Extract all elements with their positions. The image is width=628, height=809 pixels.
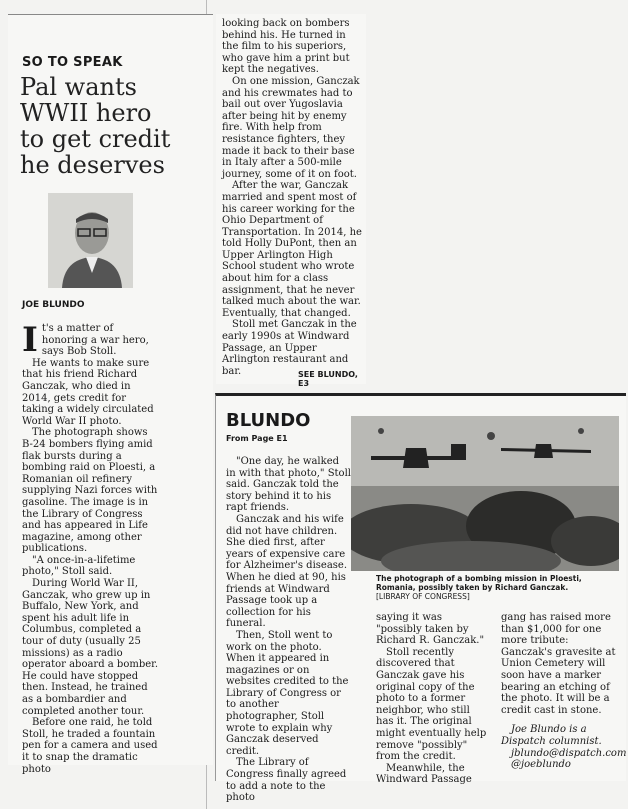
article-body: [501, 612, 627, 771]
byline: JOE BLUNDO: [22, 300, 85, 310]
column-left: [8, 14, 213, 775]
column-middle: [216, 14, 366, 388]
paragraph: Stoll recently discovered that Ganczak gave his original copy of the photo to a former neighbor, who still has it. The original might eventually help remove "possibly" from the credit.: [376, 646, 487, 763]
paragraph: Before one raid, he told Stoll, he traded a fountain pen for a camera and used it to snap the dramatic photo: [22, 717, 158, 775]
article-body: [376, 612, 488, 786]
headline: [20, 74, 213, 178]
caption-text: The photograph of a bombing mission in Ploesti, Romania, possibly taken by Richard Ganczak.: [376, 574, 582, 592]
paragraph: Ganczak and his wife did not have children. She died first, after years of expensive care for Alzheimer's disease. When he died at 90, his friends at Windward Passage took up a collection for his funeral.: [226, 513, 348, 630]
jump-line: SEE BLUNDO, E3: [298, 370, 358, 388]
paragraph: gang has raised more than $1,000 for one more tribute: Ganczak's gravesite at Union Cemetery will soon have a marker bearing an etching of the photo. It will be a credit cast in stone.: [501, 612, 616, 716]
dropcap: I: [22, 320, 38, 360]
kicker: SO TO SPEAK: [22, 55, 123, 70]
caption-credit: [LIBRARY OF CONGRESS]: [376, 592, 470, 601]
paragraph: On one mission, Ganczak and his crewmates had to bail out over Yugoslavia after being hit by enemy fire. With help from resistance fighters, they made it back to their base in Italy after a 500-mile journey, some of it on foot.: [222, 75, 360, 180]
paragraph: He wants to make sure that his friend Richard Ganczak, who died in 2014, gets credit for taking a widely circulated World War II photo.: [22, 357, 154, 427]
paragraph: After the war, Ganczak married and spent most of his career working for the Ohio Department of Transportation. In 2014, he told Holly DuPont, then an Upper Arlington High School student who wrote about him for a class assignment, that he never talked much about the war. Eventually, that changed.: [222, 180, 362, 319]
article-body: [222, 18, 364, 377]
article-body: [226, 456, 351, 804]
paragraph: The photograph shows B-24 bombers flying amid flak bursts during a bombing raid on Ploesti, a Romanian oil refinery supplying Nazi forces with gasoline. The image is in the Library of Congress and has appeared in Life magazine, among other publications.: [22, 427, 158, 555]
paragraph: Then, Stoll went to work on the photo. When it appeared in magazines or on websites credited to the Library of Congress or to another photographer, Stoll wrote to explain why Ganczak deserved credit.: [226, 629, 349, 757]
author-signature: Joe Blundo is a Dispatch columnist.: [501, 724, 602, 747]
author-headshot: [48, 193, 133, 288]
headline-line: Pal wants: [20, 73, 137, 101]
paragraph: "A once-in-a-lifetime photo," Stoll said.: [22, 554, 136, 578]
jump-headline: BLUNDO: [226, 410, 311, 431]
paragraph: looking back on bombers behind his. He turned in the film to his superiors, who gave him a print but kept the negatives.: [222, 18, 350, 76]
headline-line: he deserves: [20, 151, 165, 179]
paragraph: t's a matter of honoring a war hero, says Bob Stoll.: [41, 323, 149, 358]
headline-line: to get credit: [20, 125, 171, 153]
paragraph: "One day, he walked in with that photo," Stoll said. Ganczak told the story behind it to his rapt friends.: [226, 456, 351, 514]
photo-caption: [376, 574, 616, 601]
from-page-label: From Page E1: [226, 434, 288, 443]
author-handle: @joeblundo: [511, 759, 571, 771]
article-body: [22, 320, 160, 775]
paragraph: Stoll met Ganczak in the early 1990s at Windward Passage, an Upper Arlington restaurant and bar.: [222, 319, 357, 377]
paragraph: The Library of Congress finally agreed to add a note to the photo: [226, 757, 347, 804]
headline-line: WWII hero: [20, 99, 152, 127]
paragraph: During World War II, Ganczak, who grew up in Buffalo, New York, and spent his adult life in Columbus, completed a tour of duty (usually 25 missions) as a radio operator aboard a bomber. He could have stopped then. Instead, he trained as a bombardier and completed another tour.: [22, 578, 159, 717]
continuation-clip: [215, 393, 627, 804]
paragraph: saying it was "possibly taken by Richard R. Ganczak.": [376, 612, 485, 647]
bombing-photo: [351, 416, 619, 571]
author-email: jblundo@dispatch.com: [511, 747, 627, 759]
paragraph: Meanwhile, the Windward Passage: [376, 762, 472, 786]
